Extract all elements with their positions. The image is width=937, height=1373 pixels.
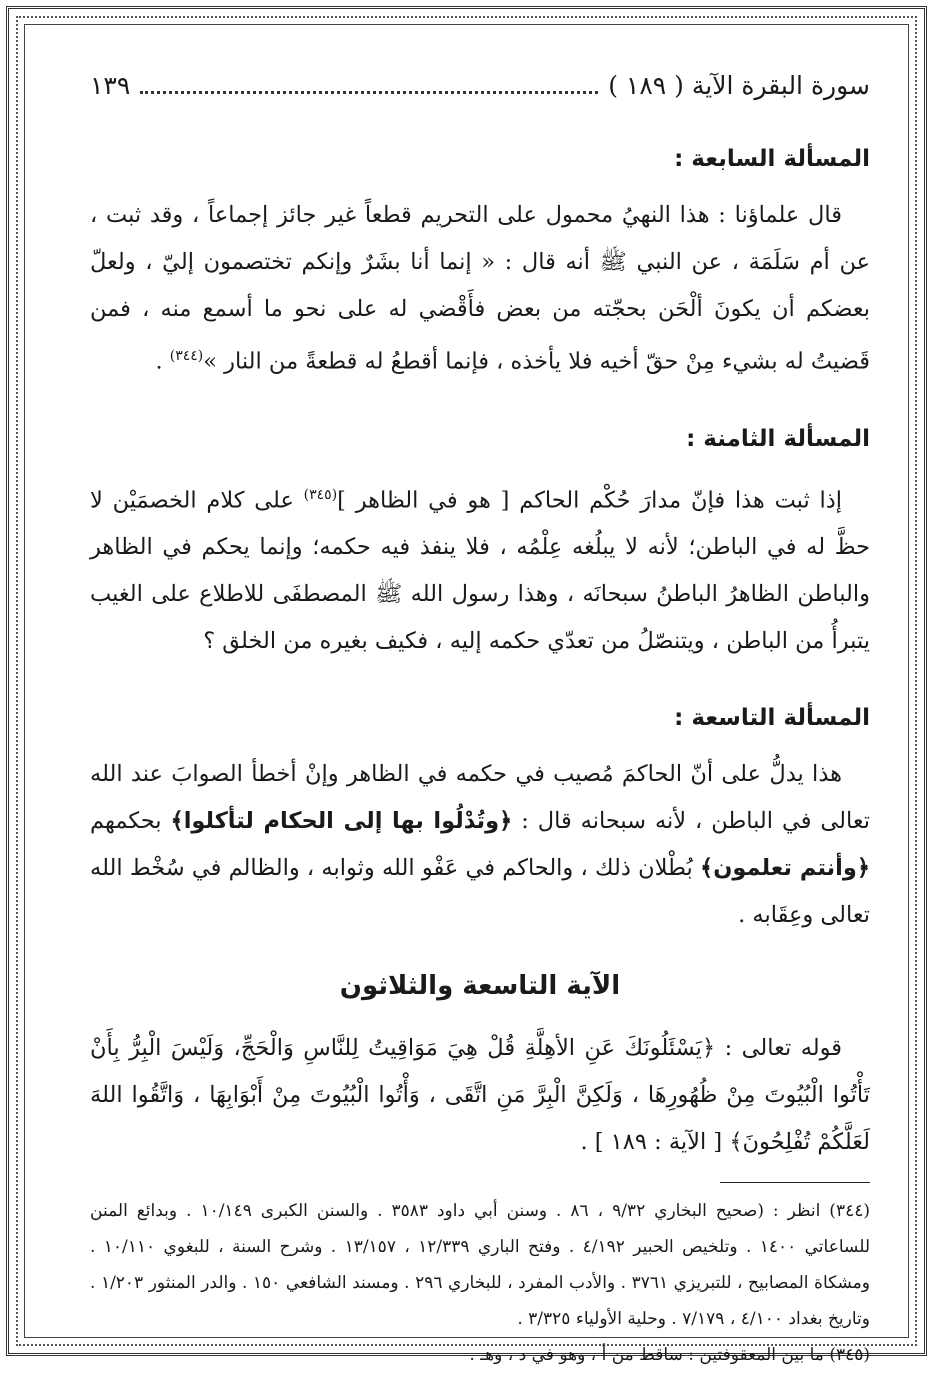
page-content — [90, 60, 871, 1365]
section-heading-9: المسألة التاسعة : — [674, 705, 870, 731]
footnote-separator — [720, 1182, 870, 1183]
running-header — [90, 60, 870, 110]
ayah-paragraph: قوله تعالى : ﴿يَسْئَلُونَكَ عَنِ الأهِلَّةِ قُلْ هِيَ مَوَاقِيتُ لِلنَّاسِ وَالْحَجِّ، وَلَيْسَ الْبِرُّ بِأَنْ تَأْتُوا الْبُيُوتَ مِنْ ظُهُورِهَا ، وَلَكِنَّ الْبِرَّ مَنِ اتَّقَى ، وَأْتُوا الْبُيُوتَ مِنْ أَبْوَابِهَا ، وَاتَّقُوا اللهَ لَعَلَّكُمْ تُفْلِحُونَ﴾ [ الآية : ١٨٩ ] . — [90, 1035, 870, 1155]
footnote-345: (٣٤٥) ما بين المعقوفتين : ساقط من أ ، وهو في د ، وهـ . — [469, 1345, 870, 1365]
quran-quote-1: ﴿وتُدْلُوا بها إلى الحكام لتأكلوا﴾ — [170, 808, 513, 834]
footnote-ref-344[interactable]: (٣٤٤) — [169, 348, 204, 364]
ayah-title: الآية التاسعة والثلاثون — [339, 971, 621, 1001]
quran-verse: ﴿يَسْئَلُونَكَ عَنِ الأهِلَّةِ قُلْ هِيَ مَوَاقِيتُ لِلنَّاسِ وَالْحَجِّ، وَلَيْسَ الْبِرُّ بِأَنْ تَأْتُوا الْبُيُوتَ مِنْ ظُهُورِهَا ، وَلَكِنَّ الْبِرَّ مَنِ اتَّقَى ، وَأْتُوا الْبُيُوتَ مِنْ أَبْوَابِهَا ، وَاتَّقُوا اللهَ لَعَلَّكُمْ تُفْلِحُونَ﴾ — [90, 1035, 870, 1155]
section-heading-8: المسألة الثامنة : — [686, 425, 870, 452]
footnote-ref-345[interactable]: (٣٤٥) — [303, 486, 338, 503]
page-number: ١٣٩ — [90, 70, 131, 100]
quran-quote-2: ﴿وأنتم تعلمون﴾ — [700, 855, 871, 881]
section-9-paragraph: هذا يدلُّ على أنّ الحاكمَ مُصيب في حكمه في الظاهر وإنْ أخطأ الصوابَ عند الله تعالى في الباطن ، لأنه سبحانه قال : ﴿وتُدْلُوا بها إلى الحكام لتأكلوا﴾ بحكمهم ﴿وأنتم تعلمون﴾ بُطْلان ذلك ، والحاكم في عَفْو الله وثوابه ، والظالم في سُخْط الله تعالى وعِقَابه . — [90, 761, 871, 928]
section-heading-7: المسألة السابعة : — [674, 146, 870, 172]
running-title: سورة البقرة الآية ( ١٨٩ ) — [608, 70, 870, 100]
section-8-paragraph: إذا ثبت هذا فإنّ مدارَ حُكْم الحاكم [ هو في الظاهر ]$^{(٣٤٥)}$ على كلام الخصمَيْن لا حظَّ له في الباطن؛ لأنه لا يبلُغه عِلْمُه ، فلا ينفذ فيه حكمه؛ وإنما يحكم في الظاهر والباطن الظاهرُ الباطنُ سبحانَه ، وهذا رسول الله ﷺ المصطفَى للاطلاع على الغيب يتبرأُ من الباطن ، ويتنصّلُ من تعدّي حكمه إليه ، فكيف بغيره من الخلق ؟ — [90, 486, 870, 654]
footnote-344: (٣٤٤) انظر : (صحيح البخاري ٩/٣٢ ، ٨٦ . وسنن أبي داود ٣٥٨٣ . والسنن الكبرى ١٠/١٤٩ . وبدائع المنن للساعاتي ١٤٠٠ . وتلخيص الحبير ٤/١٩٢ . وفتح الباري ١٢/٣٣٩ ، ١٣/١٥٧ . وشرح السنة ، للبغوي ١٠/١١٠ . ومشكاة المصابيح ، للتبريزي ٣٧٦١ . والأدب المفرد ، للبخاري ٢٩٦ . ومسند الشافعي ١٥٠ . والدر المنثور ١/٢٠٣ . وتاريخ بغداد ٤/١٠٠ ، ٧/١٧٩ . وحلية الأولياء ٣/٣٢٥ . — [90, 1201, 871, 1329]
section-7-paragraph: قال علماؤنا : هذا النهيُ محمول على التحريم قطعاً غير جائز إجماعاً ، وقد ثبت ، عن أم سَلَمَة ، عن النبي ﷺ أنه قال : « إنما أنا بشَرٌ وإنكم تختصمون إليّ ، ولعلّ بعضكم أن يكونَ ألْحَن بحجّته من بعض فأَقْضي له على نحو ما أسمع منه ، فمن قَضيتُ له بشيء مِنْ حقّ أخيه فلا يأخذه ، فإنما أقطعُ له قطعةً من النار »$^{(٣٤٤)}$ . — [90, 202, 870, 375]
leader-dots — [140, 77, 598, 94]
